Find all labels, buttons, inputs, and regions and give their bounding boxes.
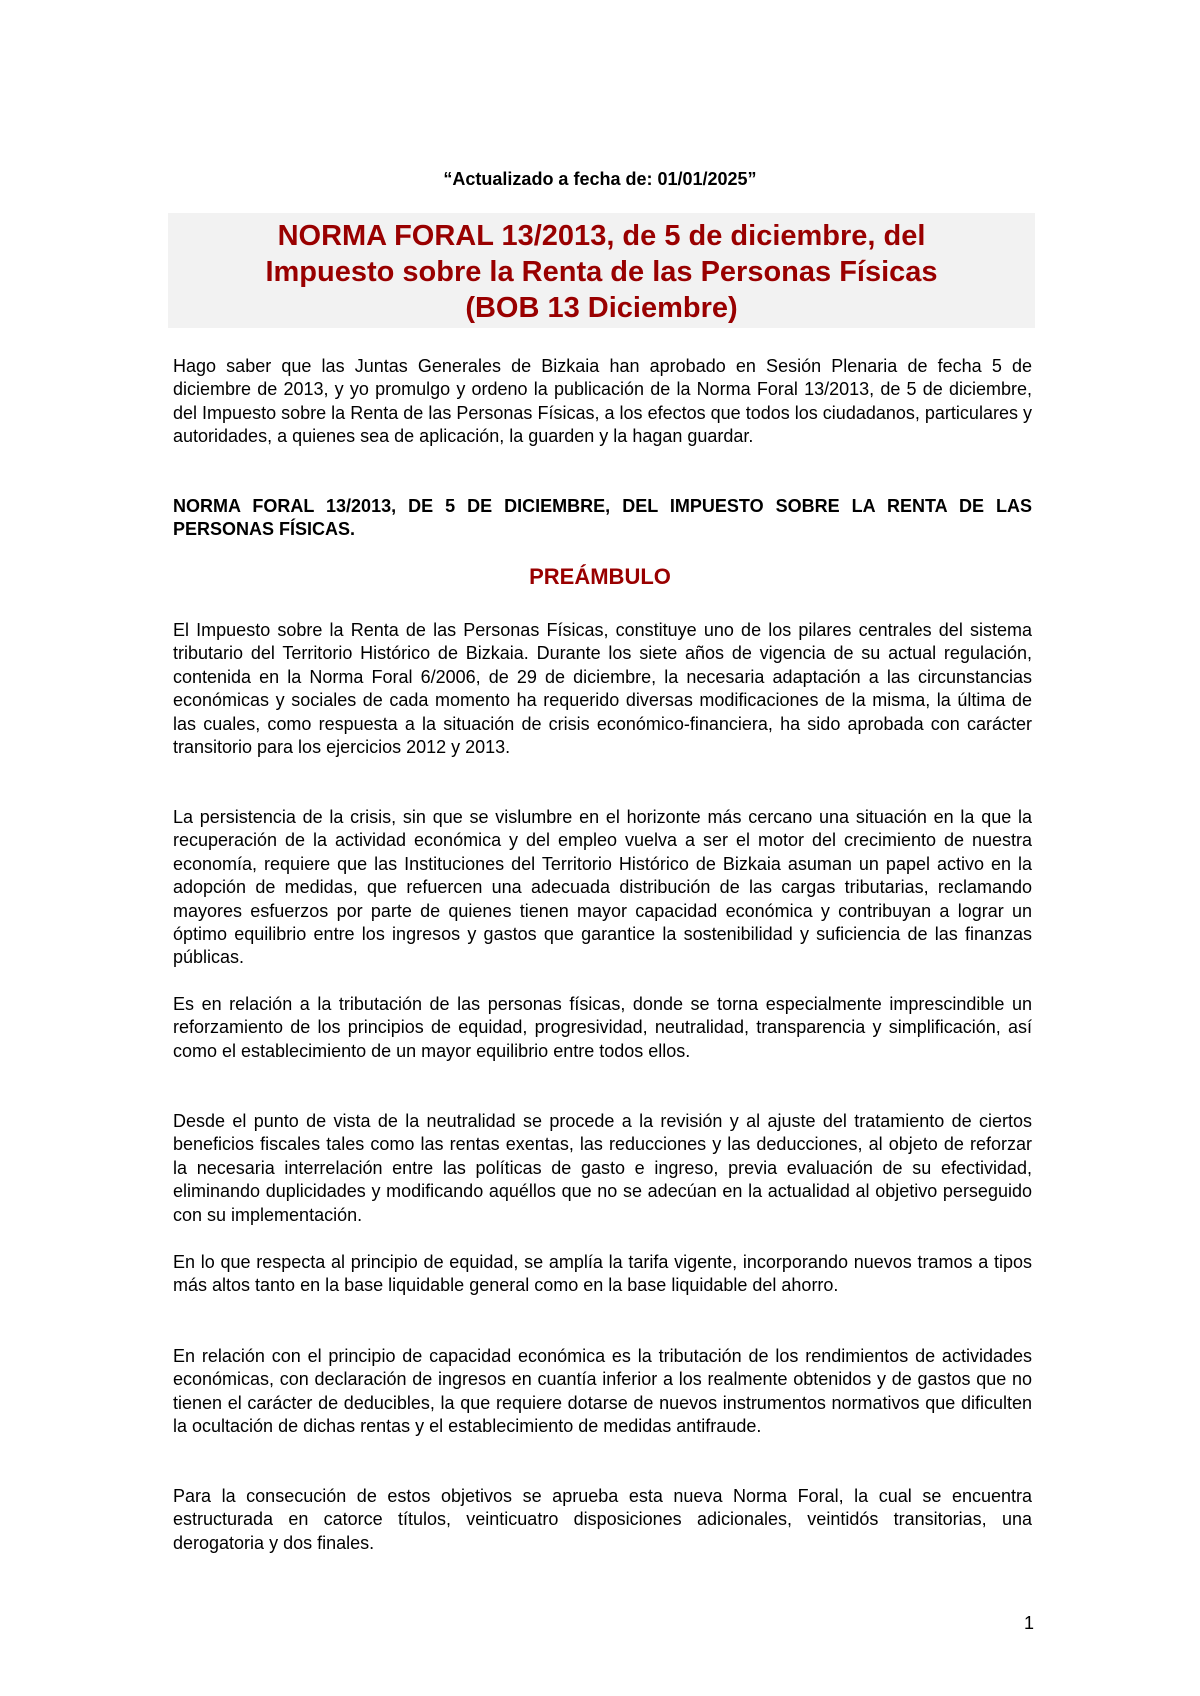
document-title-line-1: NORMA FORAL 13/2013, de 5 de diciembre, del — [277, 220, 926, 252]
preamble-paragraph-1: El Impuesto sobre la Renta de las Personas Físicas, constituye uno de los pilares centrales del sistema tributario del Territorio Histórico de Bizkaia. Durante los siete años de vigencia de su actual regulación, contenida en la Norma Foral 6/2006, de 29 de diciembre, la necesaria adaptación a las circunstancias económicas y sociales de cada momento ha requerido diversas modificaciones de la misma, la última de las cuales, como respuesta a la situación de crisis económico-financiera, ha sido aprobada con carácter transitorio para los ejercicios 2012 y 2013. — [173, 620, 1032, 758]
document-title-line-3: (BOB 13 Diciembre) — [465, 292, 738, 324]
preamble-paragraph-2: La persistencia de la crisis, sin que se vislumbre en el horizonte más cercano una situación en la que la recuperación de la actividad económica y del empleo vuelva a ser el motor del crecimiento de nuestra economía, requiere que las Instituciones del Territorio Histórico de Bizkaia asuman un papel activo en la adopción de medidas, que refuercen una adecuada distribución de las cargas tributarias, reclamando mayores esfuerzos por parte de quienes tienen mayor capacidad económica y contribuyan a lograr un óptimo equilibrio entre los ingresos y gastos que garantice la sostenibilidad y suficiencia de las finanzas públicas. — [173, 807, 1032, 968]
promulgation-paragraph: Hago saber que las Juntas Generales de Bizkaia han aprobado en Sesión Plenaria de fecha 5 de diciembre de 2013, y yo promulgo y ordeno la publicación de la Norma Foral 13/2013, de 5 de diciembre, del Impuesto sobre la Renta de las Personas Físicas, a los efectos que todos los ciudadanos, particulares y autoridades, a quienes sea de aplicación, la guarden y la hagan guardar. — [173, 356, 1032, 447]
document-title-line-2: Impuesto sobre la Renta de las Personas Físicas — [265, 256, 938, 288]
title-box — [168, 213, 1035, 328]
updated-date-note: “Actualizado a fecha de: 01/01/2025” — [443, 169, 757, 189]
preamble-paragraph-6: En relación con el principio de capacidad económica es la tributación de los rendimientos de actividades económicas, con declaración de ingresos en cuantía inferior a los realmente obtenidos y de gastos que no tienen el carácter de deducibles, la que requiere dotarse de nuevos instrumentos normativos que dificulten la ocultación de dichas rentas y el establecimiento de medidas antifraude. — [173, 1346, 1032, 1437]
preamble-heading: PREÁMBULO — [529, 564, 671, 589]
preamble-paragraph-3: Es en relación a la tributación de las personas físicas, donde se torna especialmente imprescindible un reforzamiento de los principios de equidad, progresividad, neutralidad, transparencia y simplificación, así como el establecimiento de un mayor equilibrio entre todos ellos. — [173, 994, 1032, 1061]
norm-heading: NORMA FORAL 13/2013, DE 5 DE DICIEMBRE, DEL IMPUESTO SOBRE LA RENTA DE LAS PERSONAS FÍSICAS. — [173, 496, 1032, 540]
page-number: 1 — [1023, 1613, 1034, 1633]
preamble-paragraph-4: Desde el punto de vista de la neutralidad se procede a la revisión y al ajuste del tratamiento de ciertos beneficios fiscales tales como las rentas exentas, las reducciones y las deducciones, al objeto de reforzar la necesaria interrelación entre las políticas de gasto e ingreso, previa evaluación de su efectividad, eliminando duplicidades y modificando aquéllos que no se adecúan en la actualidad al objetivo perseguido con su implementación. — [173, 1111, 1032, 1225]
preamble-paragraph-5: En lo que respecta al principio de equidad, se amplía la tarifa vigente, incorporando nuevos tramos a tipos más altos tanto en la base liquidable general como en la base liquidable del ahorro. — [173, 1252, 1032, 1296]
preamble-paragraph-7: Para la consecución de estos objetivos se aprueba esta nueva Norma Foral, la cual se encuentra estructurada en catorce títulos, veinticuatro disposiciones adicionales, veintidós transitorias, una derogatoria y dos finales. — [173, 1486, 1032, 1553]
